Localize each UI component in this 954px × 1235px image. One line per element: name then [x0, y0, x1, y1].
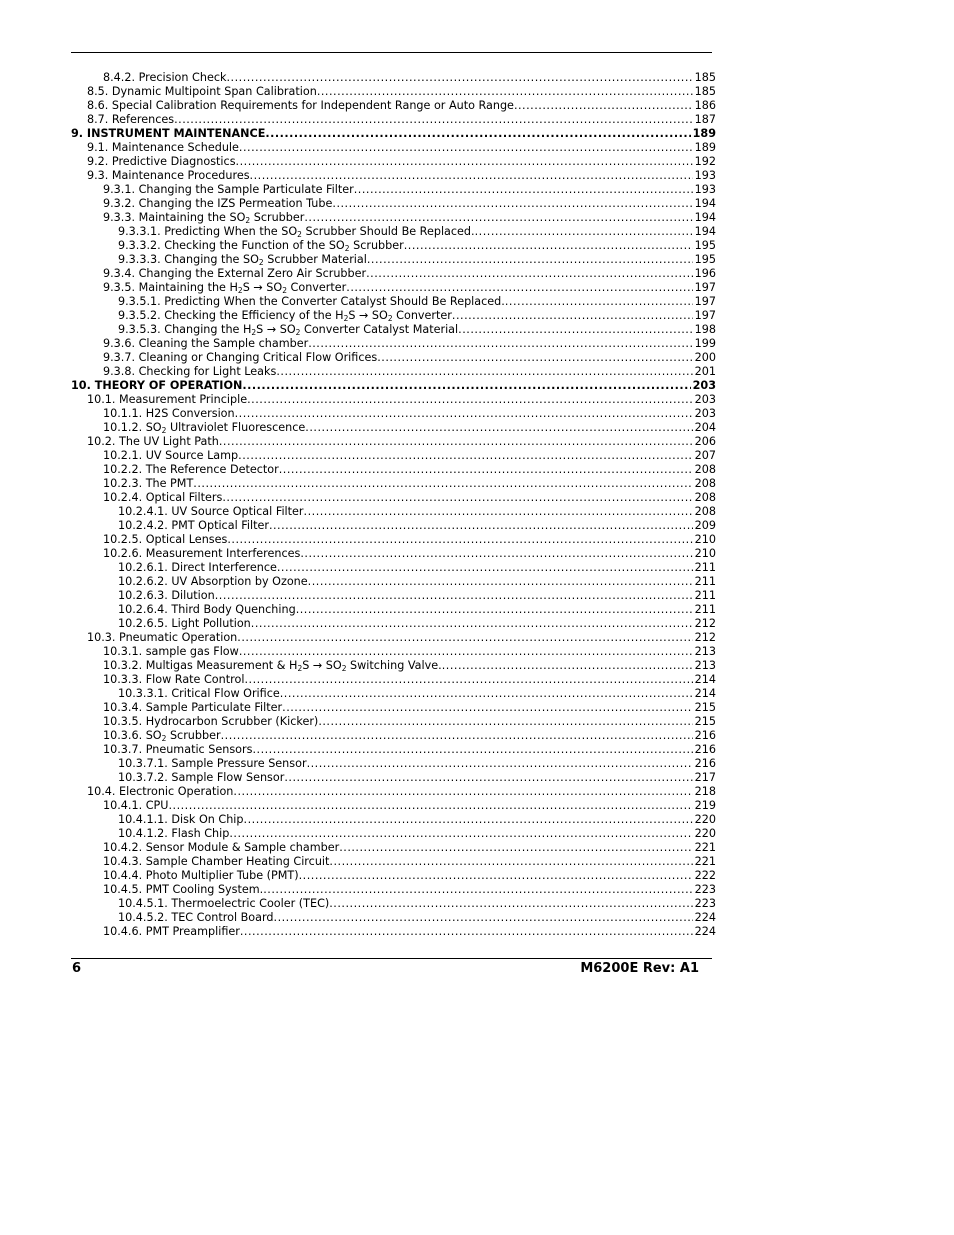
toc-entry-title: 10.3.7.1. Sample Pressure Sensor	[118, 757, 307, 770]
toc-entry-title: 10.2.6.4. Third Body Quenching	[118, 603, 296, 616]
toc-entry-title: 10.2.3. The PMT	[103, 477, 194, 490]
toc-entry-title: 10.2.5. Optical Lenses	[103, 533, 228, 546]
toc-entry-title: 10.4.3. Sample Chamber Heating Circuit	[103, 855, 330, 868]
toc-entry[interactable]	[71, 253, 716, 267]
toc-entry[interactable]	[71, 295, 716, 309]
dot-leader	[239, 141, 693, 155]
toc-entry[interactable]	[71, 281, 716, 295]
dot-leader	[174, 113, 693, 127]
toc-page-number: 192	[694, 155, 716, 168]
toc-page-number: 203	[692, 379, 716, 392]
dot-leader	[404, 239, 693, 253]
table-of-contents	[71, 71, 716, 939]
toc-entry-title: 10.2.4.1. UV Source Optical Filter	[118, 505, 304, 518]
toc-entry-title: 9.3.5.3. Changing the $H_2S \to SO_2$ Converter Catalyst Material	[118, 323, 459, 337]
toc-entry[interactable]	[71, 197, 716, 211]
dot-leader	[237, 631, 692, 645]
toc-entry-title: 9.3.4. Changing the External Zero Air Scrubber	[103, 267, 367, 280]
toc-entry[interactable]	[71, 505, 716, 519]
footer-rule	[71, 958, 712, 959]
dot-leader	[304, 211, 692, 225]
toc-page-number: 224	[694, 911, 716, 924]
toc-page-number: 209	[694, 519, 716, 532]
toc-entry[interactable]	[71, 519, 716, 533]
toc-entry-title: 8.7. References	[87, 113, 175, 126]
dot-leader	[193, 477, 692, 491]
toc-entry-title: 9.3.3.3. Changing the $SO_2$ Scrubber Material	[118, 253, 367, 267]
toc-page-number: 213	[694, 659, 716, 672]
toc-entry[interactable]	[71, 645, 716, 659]
toc-page-number: 211	[694, 589, 716, 602]
toc-page-number: 196	[694, 267, 716, 280]
toc-entry-title: 10.1.2. $SO_2$ Ultraviolet Fluorescence	[103, 421, 306, 435]
toc-page-number: 210	[694, 547, 716, 560]
toc-page-number: 195	[694, 253, 716, 266]
toc-entry-title: 10.3.5. Hydrocarbon Scrubber (Kicker)	[103, 715, 319, 728]
toc-page-number: 194	[694, 197, 716, 210]
page-footer	[71, 961, 699, 977]
toc-entry-title: 10.4.4. Photo Multiplier Tube (PMT)	[103, 869, 299, 882]
toc-page-number: 223	[694, 883, 716, 896]
toc-chapter-entry[interactable]	[71, 127, 716, 141]
toc-page-number: 197	[694, 309, 716, 322]
toc-entry[interactable]	[71, 771, 716, 785]
toc-page-number: 193	[694, 183, 716, 196]
toc-entry-title: 10.3.1. sample gas Flow	[103, 645, 239, 658]
toc-page-number: 200	[694, 351, 716, 364]
toc-entry-title: 9.3.3.2. Checking the Function of the $SO_2$ Scrubber	[118, 239, 404, 253]
dot-leader	[339, 841, 692, 855]
dot-leader	[238, 449, 692, 463]
dot-leader	[233, 785, 692, 799]
toc-entry[interactable]	[71, 799, 716, 813]
toc-entry-title: 10.4.2. Sensor Module & Sample chamber	[103, 841, 340, 854]
dot-leader	[366, 267, 693, 281]
toc-page-number: 206	[694, 435, 716, 448]
toc-entry[interactable]	[71, 827, 716, 841]
dot-leader	[308, 575, 693, 589]
toc-page-number: 203	[694, 393, 716, 406]
toc-entry-title: 10.3.7. Pneumatic Sensors	[103, 743, 253, 756]
toc-page-number: 208	[694, 477, 716, 490]
dot-leader	[274, 911, 693, 925]
toc-page-number: 220	[694, 827, 716, 840]
toc-page-number: 217	[694, 771, 716, 784]
toc-entry[interactable]	[71, 547, 716, 561]
toc-entry[interactable]	[71, 533, 716, 547]
toc-entry[interactable]	[71, 729, 716, 743]
toc-entry[interactable]	[71, 743, 716, 757]
toc-page-number: 215	[694, 701, 716, 714]
toc-entry-title: 10.4.1.2. Flash Chip	[118, 827, 230, 840]
dot-leader	[296, 603, 693, 617]
toc-page-number: 208	[694, 491, 716, 504]
dot-leader	[329, 855, 692, 869]
dot-leader	[442, 659, 693, 673]
toc-entry[interactable]	[71, 617, 716, 631]
toc-entry[interactable]	[71, 407, 716, 421]
dot-leader	[221, 729, 693, 743]
dot-leader	[307, 757, 693, 771]
toc-entry-title: 10.4.1.1. Disk On Chip	[118, 813, 244, 826]
toc-entry[interactable]	[71, 141, 716, 155]
toc-entry[interactable]	[71, 435, 716, 449]
toc-page-number: 207	[694, 449, 716, 462]
toc-entry[interactable]	[71, 841, 716, 855]
toc-entry[interactable]	[71, 491, 716, 505]
toc-entry-title: 10.2.6.1. Direct Interference	[118, 561, 277, 574]
toc-entry-title: 10.2.4. Optical Filters	[103, 491, 223, 504]
dot-leader	[458, 323, 692, 337]
dot-leader	[367, 253, 693, 267]
toc-entry[interactable]	[71, 603, 716, 617]
toc-entry[interactable]	[71, 323, 716, 337]
toc-entry[interactable]	[71, 421, 716, 435]
dot-leader	[308, 337, 692, 351]
dot-leader	[377, 351, 692, 365]
dot-leader	[265, 127, 690, 141]
dot-leader	[242, 379, 690, 393]
toc-page-number: 187	[694, 113, 716, 126]
toc-page-number: 224	[694, 925, 716, 938]
toc-entry-title: 10.2.6.2. UV Absorption by Ozone	[118, 575, 308, 588]
toc-entry[interactable]	[71, 813, 716, 827]
toc-entry[interactable]	[71, 463, 716, 477]
toc-entry[interactable]	[71, 855, 716, 869]
toc-entry[interactable]	[71, 365, 716, 379]
dot-leader	[514, 99, 693, 113]
toc-entry-title: 9.3. Maintenance Procedures	[87, 169, 250, 182]
toc-entry[interactable]	[71, 155, 716, 169]
toc-page-number: 194	[694, 211, 716, 224]
dot-leader	[227, 533, 692, 547]
toc-page-number: 186	[694, 99, 716, 112]
dot-leader	[222, 491, 692, 505]
toc-entry-title: 9.3.3.1. Predicting When the $SO_2$ Scrubber Should Be Replaced.	[118, 225, 475, 239]
dot-leader	[300, 547, 692, 561]
toc-entry[interactable]	[71, 897, 716, 911]
toc-entry[interactable]	[71, 687, 716, 701]
toc-page-number: 211	[694, 561, 716, 574]
toc-page-number: 216	[694, 743, 716, 756]
toc-page-number: 223	[694, 897, 716, 910]
toc-page-number: 201	[694, 365, 716, 378]
dot-leader	[329, 897, 692, 911]
toc-entry[interactable]	[71, 337, 716, 351]
toc-entry-title: 9.3.8. Checking for Light Leaks	[103, 365, 277, 378]
toc-page-number: 199	[694, 337, 716, 350]
toc-entry[interactable]	[71, 393, 716, 407]
toc-page-number: 214	[694, 687, 716, 700]
toc-page-number: 220	[694, 813, 716, 826]
toc-entry-title: 10.3. Pneumatic Operation	[87, 631, 238, 644]
toc-entry-title: 9.3.1. Changing the Sample Particulate Filter	[103, 183, 354, 196]
toc-page-number: 214	[694, 673, 716, 686]
toc-page-number: 221	[694, 841, 716, 854]
dot-leader	[332, 197, 692, 211]
dot-leader	[277, 561, 693, 575]
dot-leader	[226, 71, 692, 85]
toc-entry[interactable]	[71, 169, 716, 183]
toc-page-number: 185	[694, 71, 716, 84]
toc-page-number: 212	[694, 631, 716, 644]
toc-page-number: 185	[694, 85, 716, 98]
toc-entry[interactable]	[71, 85, 716, 99]
toc-entry-title: 10.4.5.2. TEC Control Board	[118, 911, 274, 924]
toc-page-number: 213	[694, 645, 716, 658]
dot-leader	[346, 281, 692, 295]
toc-entry[interactable]	[71, 113, 716, 127]
toc-entry-title: 9.2. Predictive Diagnostics	[87, 155, 236, 168]
dot-leader	[304, 505, 693, 519]
toc-entry-title: 10.3.3.1. Critical Flow Orifice	[118, 687, 280, 700]
toc-entry[interactable]	[71, 869, 716, 883]
dot-leader	[284, 771, 692, 785]
toc-entry-title: 9.3.3. Maintaining the $SO_2$ Scrubber	[103, 211, 305, 225]
toc-page-number: 198	[694, 323, 716, 336]
toc-entry[interactable]	[71, 785, 716, 799]
toc-page-number: 221	[694, 855, 716, 868]
toc-entry-title: 9.3.5.2. Checking the Efficiency of the $H_2S \to SO_2$ Converter	[118, 309, 452, 323]
toc-entry-title: 9.3.7. Cleaning or Changing Critical Flow Orifices	[103, 351, 378, 364]
dot-leader	[263, 883, 692, 897]
toc-page-number: 197	[694, 281, 716, 294]
dot-leader	[250, 169, 693, 183]
toc-page-number: 203	[694, 407, 716, 420]
toc-entry[interactable]	[71, 71, 716, 85]
toc-page-number: 195	[694, 239, 716, 252]
toc-entry[interactable]	[71, 757, 716, 771]
dot-leader	[475, 225, 693, 239]
footer-document-id: M6200E Rev: A1	[580, 961, 699, 976]
dot-leader	[244, 673, 692, 687]
toc-entry[interactable]	[71, 925, 716, 939]
toc-entry[interactable]	[71, 575, 716, 589]
dot-leader	[318, 715, 692, 729]
toc-entry-title: 10.4.1. CPU	[103, 799, 169, 812]
dot-leader	[240, 925, 693, 939]
dot-leader	[305, 421, 692, 435]
dot-leader	[236, 155, 693, 169]
toc-page-number: 211	[694, 603, 716, 616]
toc-entry-title: 10.2.1. UV Source Lamp	[103, 449, 239, 462]
toc-entry-title: 10.2.6.3. Dilution	[118, 589, 215, 602]
toc-page-number: 208	[694, 463, 716, 476]
toc-entry-title: 10.4.5. PMT Cooling System.	[103, 883, 264, 896]
toc-entry[interactable]	[71, 701, 716, 715]
toc-entry-title: 10.3.6. $SO_2$ Scrubber	[103, 729, 221, 743]
dot-leader	[235, 407, 693, 421]
dot-leader	[299, 869, 693, 883]
toc-entry-title: 8.5. Dynamic Multipoint Span Calibration	[87, 85, 317, 98]
footer-page-number: 6	[72, 961, 82, 976]
toc-entry-title: 10.4.5.1. Thermoelectric Cooler (TEC)	[118, 897, 330, 910]
toc-entry[interactable]	[71, 449, 716, 463]
toc-page-number: 189	[692, 127, 716, 140]
toc-entry[interactable]	[71, 183, 716, 197]
toc-entry-title: 10. THEORY OF OPERATION	[71, 379, 243, 392]
toc-page-number: 212	[694, 617, 716, 630]
toc-entry-title: 9.3.2. Changing the IZS Permeation Tube	[103, 197, 333, 210]
toc-entry[interactable]	[71, 561, 716, 575]
toc-entry-title: 10.4.6. PMT Preamplifier	[103, 925, 240, 938]
dot-leader	[505, 295, 693, 309]
toc-entry[interactable]	[71, 883, 716, 897]
dot-leader	[282, 701, 693, 715]
toc-entry-title: 9.3.6. Cleaning the Sample chamber	[103, 337, 309, 350]
toc-page-number: 189	[694, 141, 716, 154]
toc-entry-title: 10.3.3. Flow Rate Control	[103, 673, 245, 686]
dot-leader	[276, 365, 692, 379]
toc-page-number: 211	[694, 575, 716, 588]
toc-page-number: 197	[694, 295, 716, 308]
toc-entry[interactable]	[71, 589, 716, 603]
header-rule	[71, 52, 712, 53]
dot-leader	[280, 687, 693, 701]
toc-entry[interactable]	[71, 659, 716, 673]
dot-leader	[215, 589, 693, 603]
toc-entry-title: 9.3.5. Maintaining the $H_2S \to SO_2$ Converter	[103, 281, 347, 295]
dot-leader	[229, 827, 692, 841]
dot-leader	[452, 309, 693, 323]
dot-leader	[247, 393, 693, 407]
toc-entry-title: 9. INSTRUMENT MAINTENANCE	[71, 127, 266, 140]
dot-leader	[279, 463, 693, 477]
toc-entry-title: 10.2.6.5. Light Pollution	[118, 617, 251, 630]
toc-page-number: 219	[694, 799, 716, 812]
toc-page-number: 215	[694, 715, 716, 728]
toc-entry[interactable]	[71, 673, 716, 687]
toc-entry-title: 8.6. Special Calibration Requirements for Independent Range or Auto Range	[87, 99, 514, 112]
toc-entry[interactable]	[71, 225, 716, 239]
toc-page-number: 204	[694, 421, 716, 434]
toc-entry[interactable]	[71, 99, 716, 113]
toc-entry[interactable]	[71, 211, 716, 225]
toc-entry-title: 10.3.2. Multigas Measurement & $H_2S \to SO_2$ Switching Valve.	[103, 659, 442, 673]
toc-entry[interactable]	[71, 351, 716, 365]
toc-entry[interactable]	[71, 715, 716, 729]
toc-page-number: 216	[694, 729, 716, 742]
toc-entry-title: 10.3.7.2. Sample Flow Sensor	[118, 771, 285, 784]
toc-entry-title: 8.4.2. Precision Check	[103, 71, 227, 84]
toc-entry-title: 10.2.6. Measurement Interferences	[103, 547, 301, 560]
toc-entry[interactable]	[71, 911, 716, 925]
dot-leader	[251, 617, 693, 631]
toc-entry[interactable]	[71, 477, 716, 491]
toc-entry-title: 9.1. Maintenance Schedule	[87, 141, 239, 154]
toc-entry-title: 10.2.2. The Reference Detector	[103, 463, 279, 476]
toc-page-number: 194	[694, 225, 716, 238]
toc-page-number: 218	[694, 785, 716, 798]
toc-page-number: 216	[694, 757, 716, 770]
toc-entry-title: 10.2.4.2. PMT Optical Filter	[118, 519, 269, 532]
toc-entry[interactable]	[71, 309, 716, 323]
toc-entry[interactable]	[71, 267, 716, 281]
toc-entry[interactable]	[71, 239, 716, 253]
toc-entry-title: 10.3.4. Sample Particulate Filter	[103, 701, 283, 714]
toc-entry-title: 10.2. The UV Light Path	[87, 435, 219, 448]
dot-leader	[239, 645, 693, 659]
dot-leader	[269, 519, 693, 533]
toc-page-number: 222	[694, 869, 716, 882]
dot-leader	[244, 813, 693, 827]
toc-entry-title: 9.3.5.1. Predicting When the Converter Catalyst Should Be Replaced.	[118, 295, 505, 308]
toc-chapter-entry[interactable]	[71, 379, 716, 393]
toc-page-number: 208	[694, 505, 716, 518]
toc-page-number: 210	[694, 533, 716, 546]
toc-entry-title: 10.4. Electronic Operation	[87, 785, 234, 798]
dot-leader	[168, 799, 692, 813]
dot-leader	[252, 743, 692, 757]
dot-leader	[219, 435, 693, 449]
toc-entry[interactable]	[71, 631, 716, 645]
toc-entry-title: 10.1.1. H2S Conversion	[103, 407, 235, 420]
toc-entry-title: 10.1. Measurement Principle	[87, 393, 248, 406]
dot-leader	[317, 85, 693, 99]
toc-page-number: 193	[694, 169, 716, 182]
dot-leader	[354, 183, 693, 197]
